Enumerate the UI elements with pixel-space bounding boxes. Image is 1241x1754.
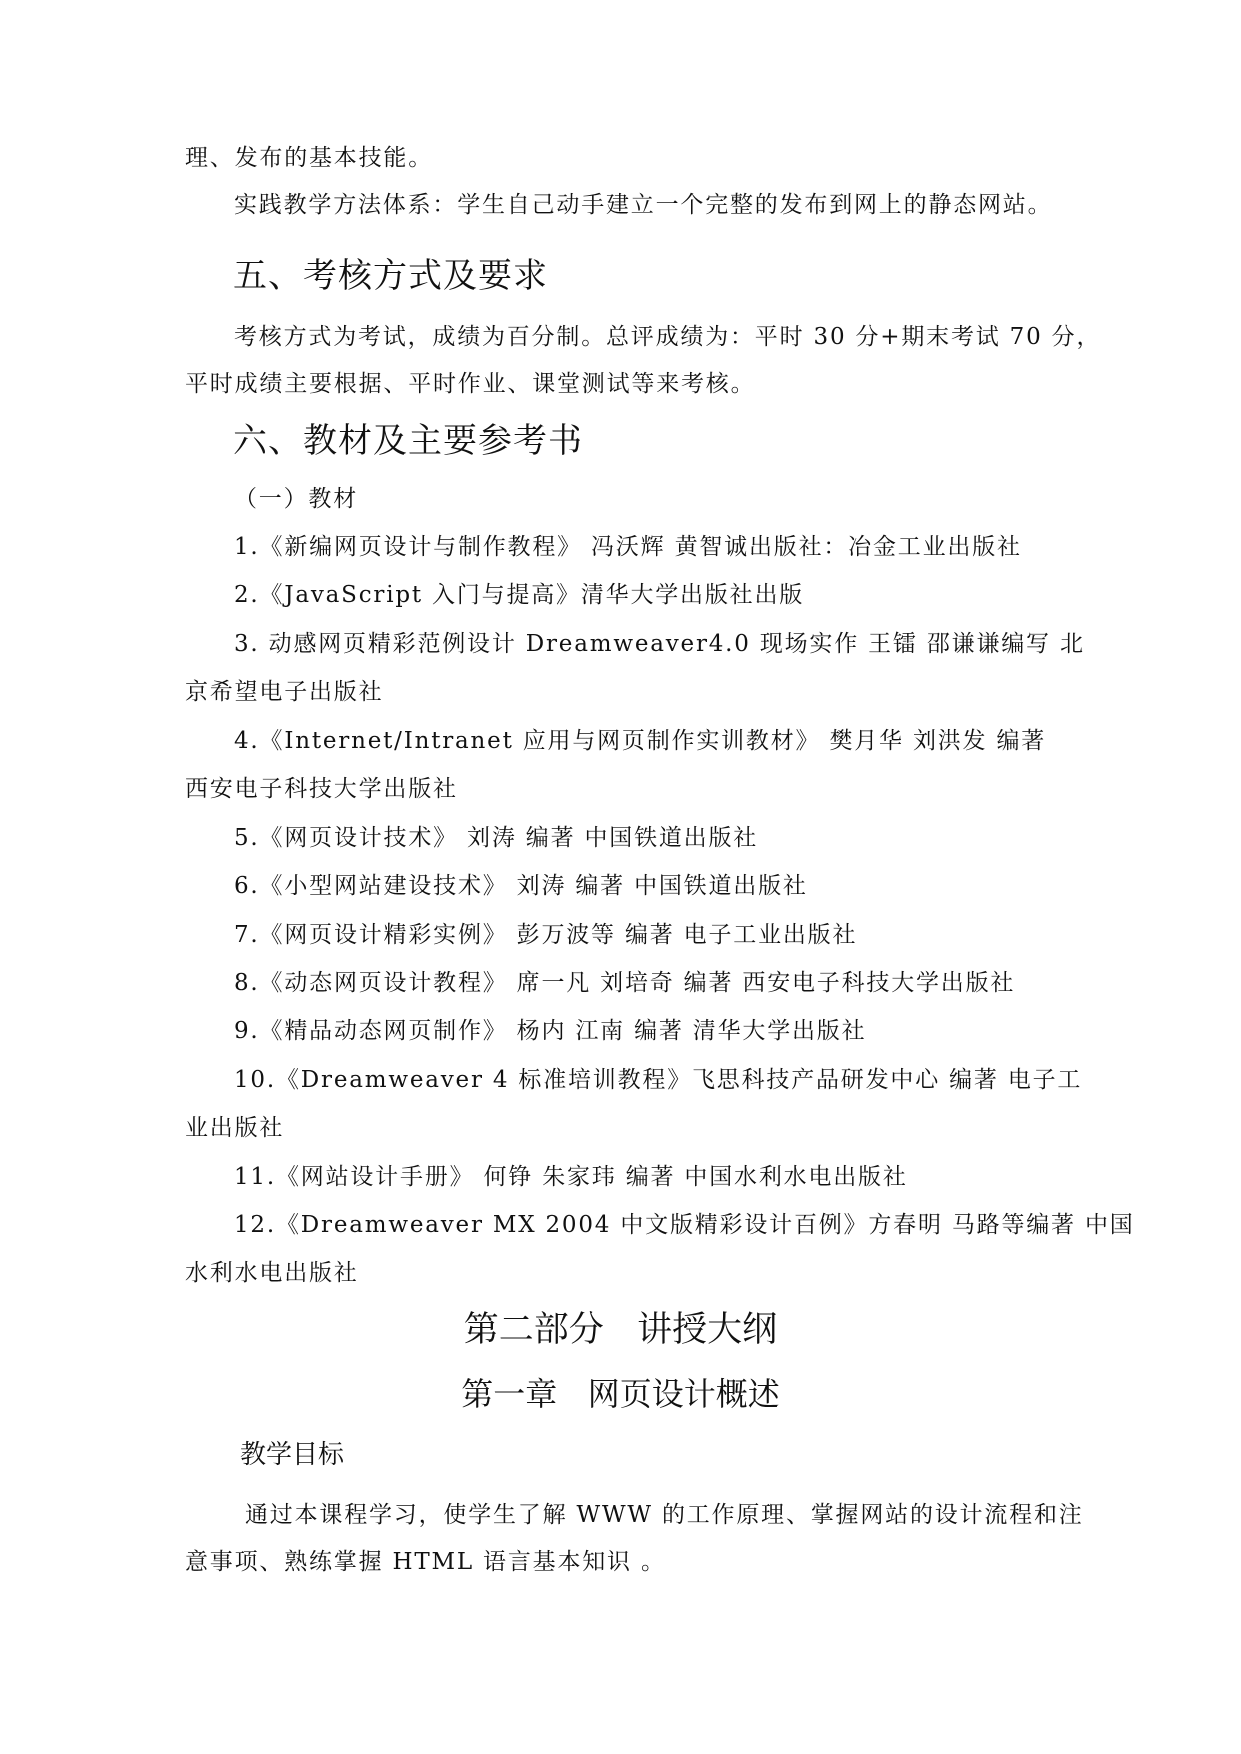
textbook-subtitle: （一）教材 [234, 486, 358, 512]
teaching-goal-heading: 教学目标 [240, 1440, 345, 1470]
intro-line-2: 实践教学方法体系：学生自己动手建立一个完整的发布到网上的静态网站。 [234, 192, 1053, 218]
book-item-continued: 水利水电出版社 [185, 1260, 359, 1286]
teaching-goal-line-1: 通过本课程学习，使学生了解 WWW 的工作原理、掌握网站的设计流程和注 [245, 1502, 1084, 1528]
section-5-line-1: 考核方式为考试，成绩为百分制。总评成绩为：平时 30 分+期末考试 70 分， [234, 324, 1102, 350]
book-item-continued: 西安电子科技大学出版社 [185, 776, 458, 802]
section-5-heading: 五、考核方式及要求 [233, 256, 548, 296]
book-item: 8.《动态网页设计教程》 席一凡 刘培奇 编著 西安电子科技大学出版社 [234, 970, 1016, 996]
teaching-goal-line-2: 意事项、熟练掌握 HTML 语言基本知识 。 [185, 1549, 666, 1575]
chapter-1-title: 第一章 网页设计概述 [461, 1375, 780, 1413]
book-item: 5.《网页设计技术》 刘涛 编著 中国铁道出版社 [234, 825, 759, 851]
section-6-heading: 六、教材及主要参考书 [233, 421, 583, 461]
book-item: 12.《Dreamweaver MX 2004 中文版精彩设计百例》方春明 马路等编著 中国 [234, 1212, 1135, 1238]
intro-line-1: 理、发布的基本技能。 [185, 145, 433, 171]
book-item: 3. 动感网页精彩范例设计 Dreamweaver4.0 现场实作 王镭 邵谦谦编写 北 [234, 631, 1085, 657]
book-item: 2.《JavaScript 入门与提高》清华大学出版社出版 [234, 582, 805, 608]
book-item: 11.《网站设计手册》 何铮 朱家玮 编著 中国水利水电出版社 [234, 1164, 908, 1190]
book-item: 6.《小型网站建设技术》 刘涛 编著 中国铁道出版社 [234, 873, 808, 899]
book-item: 4.《Internet/Intranet 应用与网页制作实训教材》 樊月华 刘洪发 编著 [234, 728, 1047, 754]
book-item: 9.《精品动态网页制作》 杨内 江南 编著 清华大学出版社 [234, 1018, 867, 1044]
part-2-title: 第二部分 讲授大纲 [463, 1310, 778, 1350]
section-5-line-2: 平时成绩主要根据、平时作业、课堂测试等来考核。 [185, 371, 756, 397]
book-item: 1.《新编网页设计与制作教程》 冯沃辉 黄智诚出版社：冶金工业出版社 [234, 534, 1022, 560]
book-item-continued: 京希望电子出版社 [185, 679, 384, 705]
book-item: 7.《网页设计精彩实例》 彭万波等 编著 电子工业出版社 [234, 922, 858, 948]
book-item: 10.《Dreamweaver 4 标准培训教程》飞思科技产品研发中心 编著 电子工 [234, 1067, 1083, 1093]
book-item-continued: 业出版社 [185, 1115, 285, 1141]
